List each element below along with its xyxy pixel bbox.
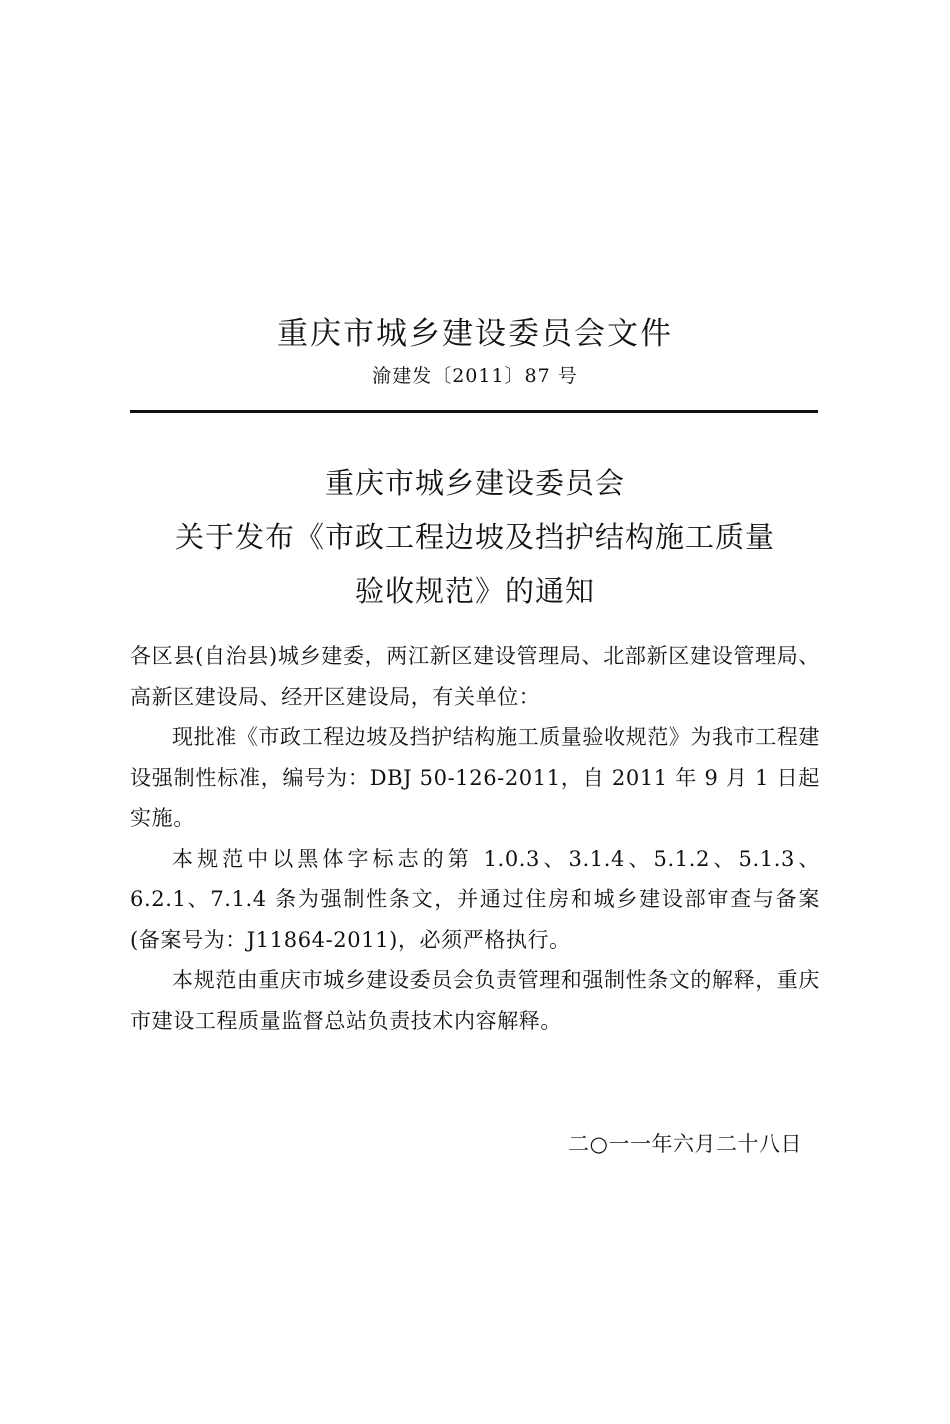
paragraph-interpretation: 本规范由重庆市城乡建设委员会负责管理和强制性条文的解释，重庆市建设工程质量监督总站负责技术内容解释。 [130,968,820,1033]
paragraph-mandatory-clauses: 本规范中以黑体字标志的第 1.0.3、3.1.4、5.1.2、5.1.3、6.2.1、7.1.4 条为强制性条文，并通过住房和城乡建设部审查与备案(备案号为：J11864-2011)，必须严格执行。 [130,846,820,952]
notice-title-line-1: 重庆市城乡建设委员会 [324,466,625,500]
issuer-header: 重庆市城乡建设委员会文件 [277,316,673,352]
document-number: 渝建发〔2011〕87 号 [372,365,578,387]
notice-title-line-2: 关于发布《市政工程边坡及挡护结构施工质量 [174,520,775,554]
paragraph-approval: 现批准《市政工程边坡及挡护结构施工质量验收规范》为我市工程建设强制性标准，编号为：DBJ 50-126-2011，自 2011 年 9 月 1 日起实施。 [130,725,820,830]
notice-title [0,456,950,618]
header-divider [130,410,818,413]
notice-body [130,636,820,1041]
addressees: 各区县(自治县)城乡建委，两江新区建设管理局、北部新区建设管理局、高新区建设局、经开区建设局，有关单位： [130,644,820,709]
signature-date: 二○一一年六月二十八日 [568,1132,802,1156]
notice-title-line-3: 验收规范》的通知 [354,574,595,608]
